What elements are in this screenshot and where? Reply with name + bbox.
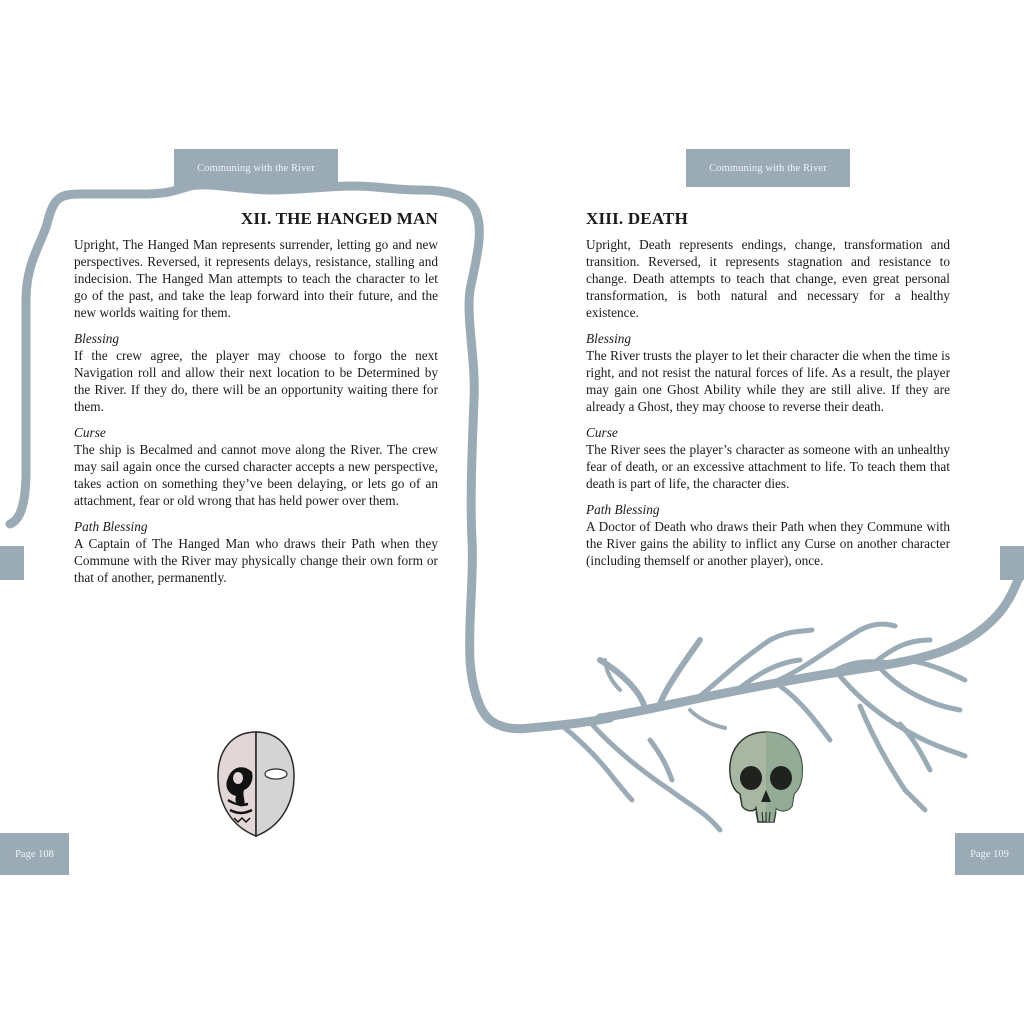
curse-heading: Curse xyxy=(586,425,618,440)
left-page-number: Page 108 xyxy=(0,833,69,875)
intro-paragraph: Upright, Death represents endings, change, transformation and transition. Reversed, it represents stagnation and resistance to change. Death attempts to teach that change, even great personal transformation, is both natural and necessary for a healthy existence. xyxy=(586,237,950,320)
curse-heading: Curse xyxy=(74,425,106,440)
left-running-header: Communing with the River xyxy=(174,149,338,187)
section-title: XIII. DEATH xyxy=(586,209,689,228)
path-blessing-paragraph: A Captain of The Hanged Man who draws their Path when they Commune with the River may physically change their own form or that of another, permanently. xyxy=(74,536,438,585)
path-blessing-paragraph: A Doctor of Death who draws their Path when they Commune with the River gains the ability to inflict any Curse on another character (including themself or another player), once. xyxy=(586,519,950,568)
section-title: XII. THE HANGED MAN xyxy=(240,209,438,228)
right-page-number: Page 109 xyxy=(955,833,1024,875)
path-blessing-heading: Path Blessing xyxy=(74,519,148,534)
curse-paragraph: The ship is Becalmed and cannot move along the River. The crew may sail again once the cursed character accepts a new perspective, takes action on something they’ve been delaying, or lets go of an attachment, fear or old wrong that has held power over them. xyxy=(74,442,438,508)
blessing-paragraph: If the crew agree, the player may choose to forgo the next Navigation roll and allow their next location to be Determined by the River. If they do, there will be an opportunity waiting there for them. xyxy=(74,348,438,414)
right-running-header: Communing with the River xyxy=(686,149,850,187)
blessing-paragraph: The River trusts the player to let their character die when the time is right, and not resist the natural forces of life. As a result, the player may gain one Ghost Ability while they are still alive. If they are already a Ghost, they may choose to reverse their death. xyxy=(586,348,950,414)
death-section xyxy=(586,208,950,569)
curse-paragraph: The River sees the player’s character as someone with an unhealthy fear of death, or an excessive attachment to life. To teach them that death is part of life, the character dies. xyxy=(586,442,950,491)
skull-illustration xyxy=(724,728,808,828)
intro-paragraph: Upright, The Hanged Man represents surrender, letting go and new perspectives. Reversed, it represents delays, resistance, stalling and indecision. The Hanged Man attempts to teach the character to let go of the past, and take the leap forward into their future, and the new worlds waiting for them. xyxy=(74,237,438,320)
left-edge-tab xyxy=(0,546,24,580)
blessing-heading: Blessing xyxy=(586,331,632,346)
right-edge-tab xyxy=(1000,546,1024,580)
half-skull-mask-illustration xyxy=(214,730,298,838)
blessing-heading: Blessing xyxy=(74,331,120,346)
path-blessing-heading: Path Blessing xyxy=(586,502,660,517)
hanged-man-section xyxy=(74,208,438,586)
